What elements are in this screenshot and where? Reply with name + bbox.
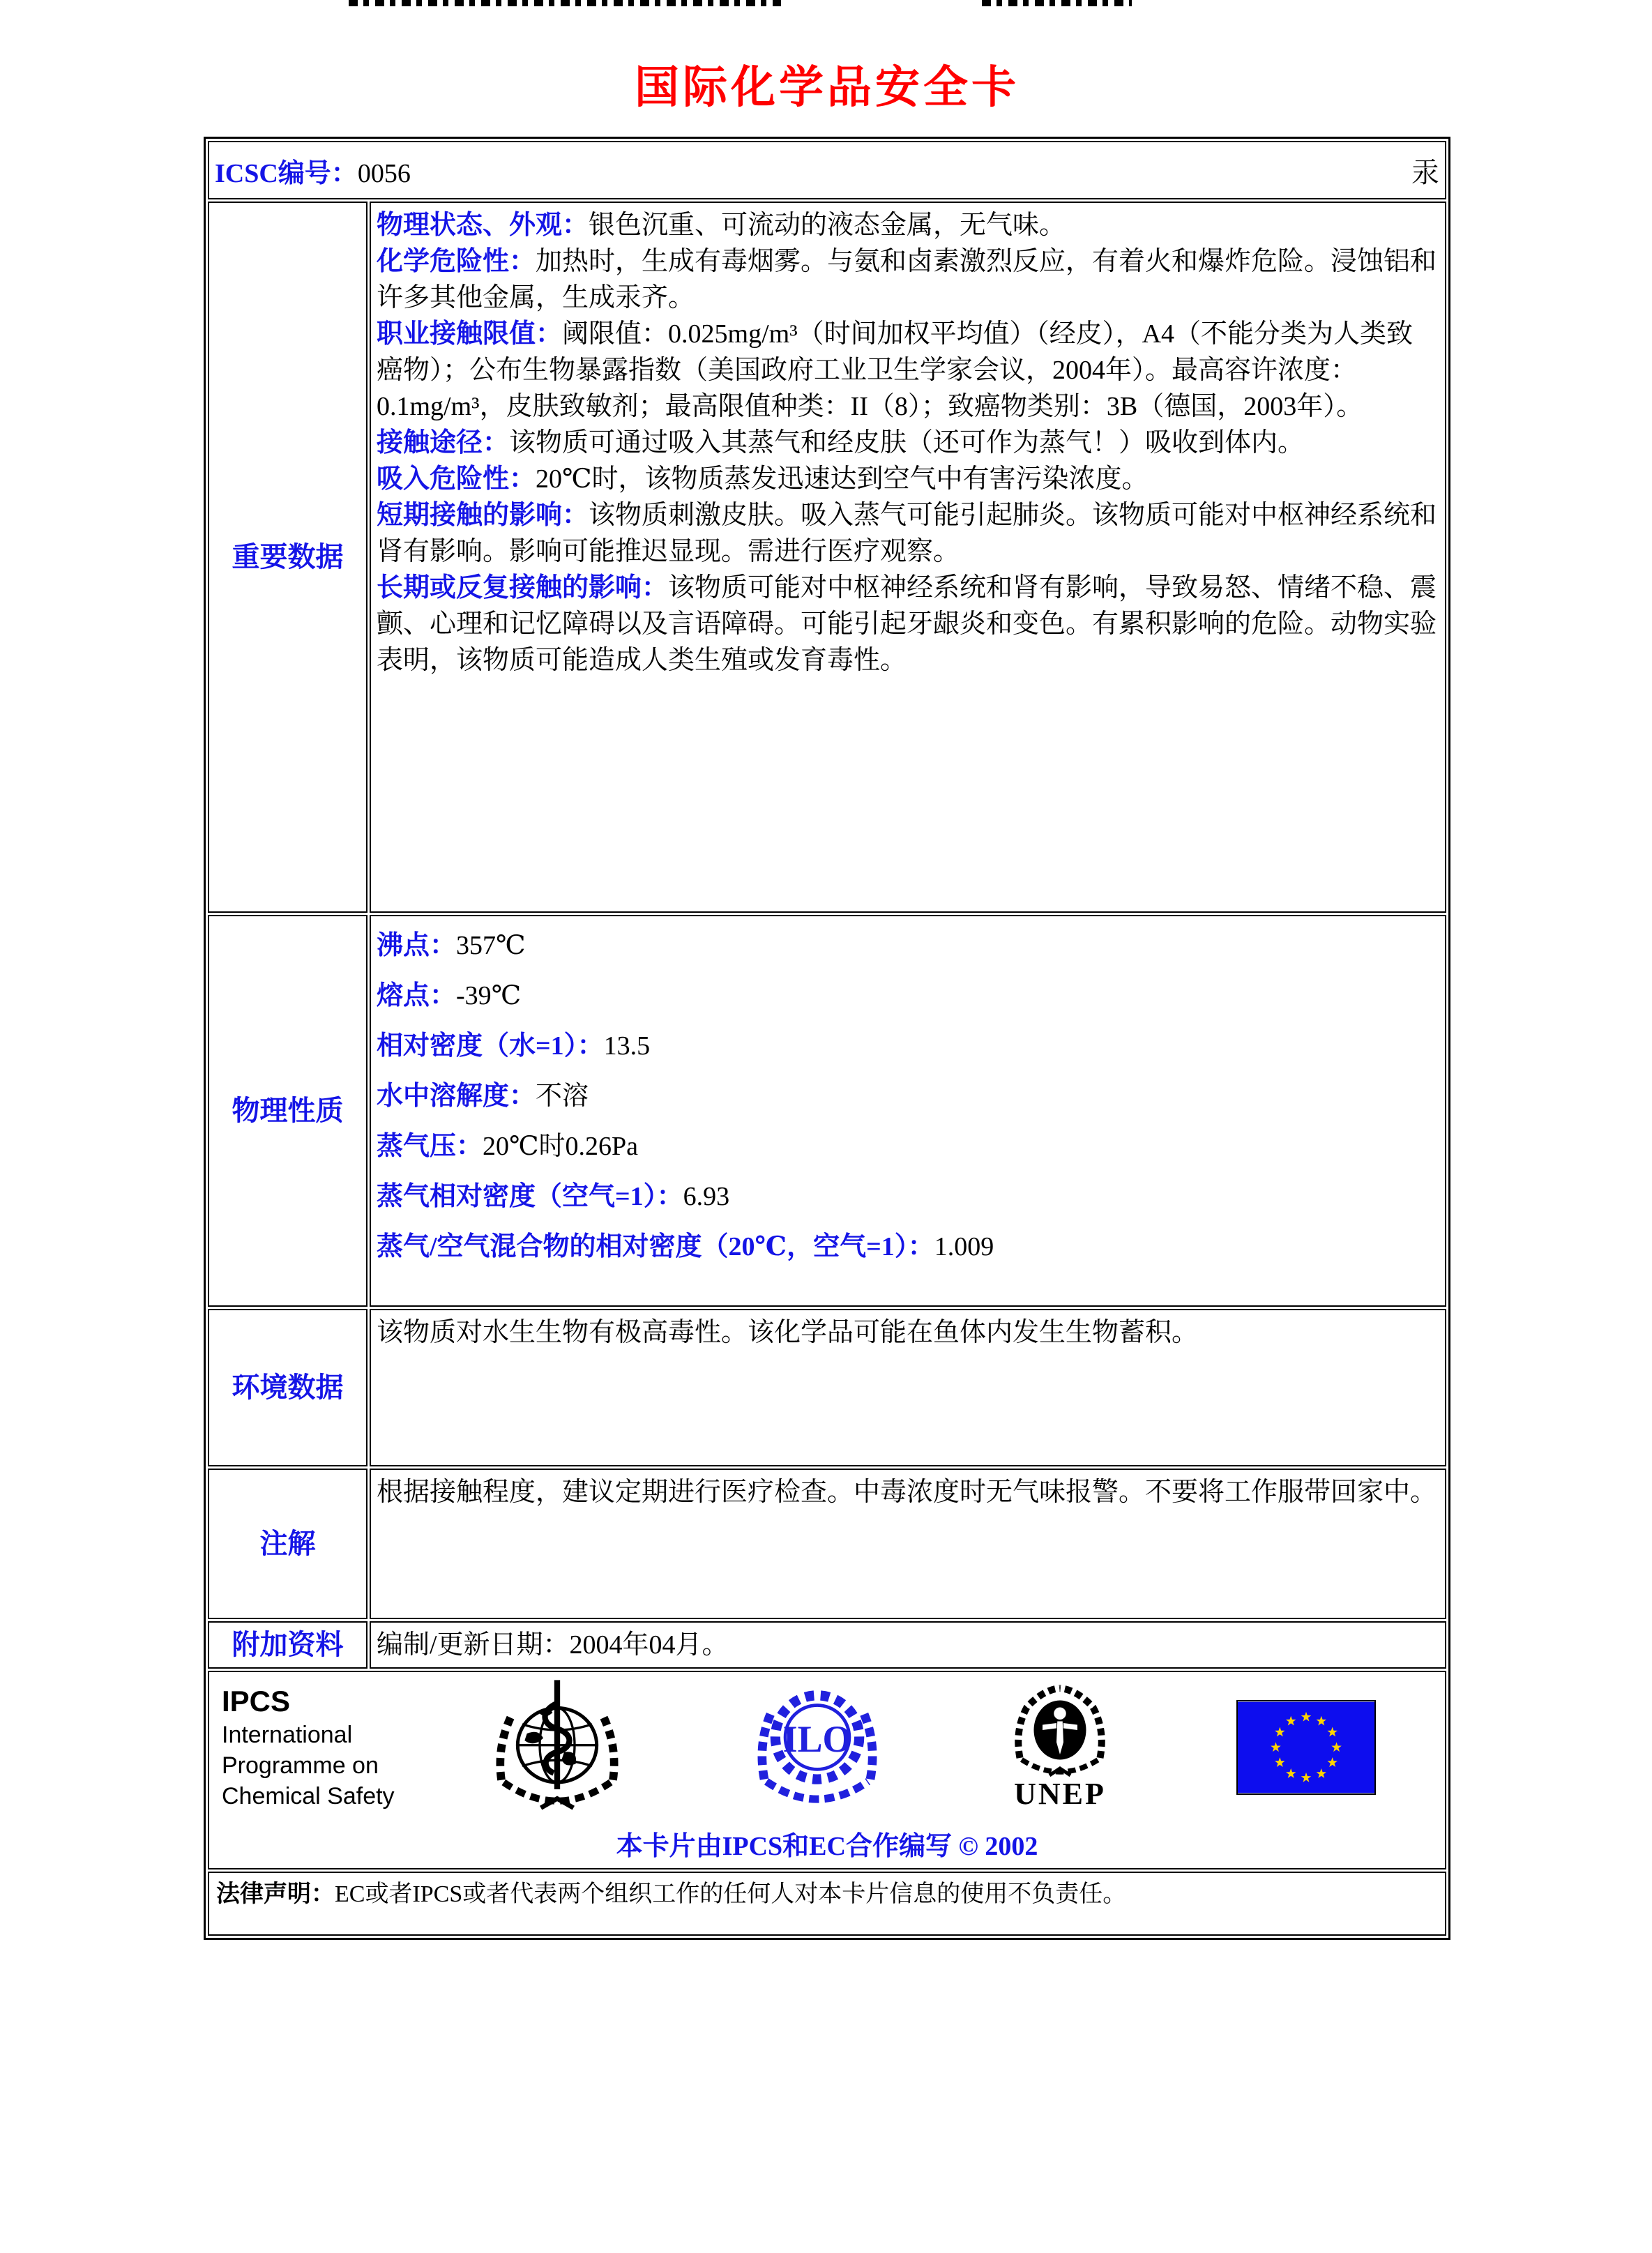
property-line	[377, 971, 1438, 1021]
property-value: 357℃	[456, 931, 526, 960]
property-value: 20℃时0.26Pa	[483, 1132, 639, 1161]
physical-properties-section-label: 物理性质	[208, 915, 367, 1307]
caption-text: 本卡片由IPCS和EC合作编写	[616, 1832, 952, 1861]
field-text: 该物质可通过吸入其蒸气和经皮肤（还可作为蒸气！）吸收到体内。	[509, 428, 1305, 457]
substance-name: 汞	[1411, 156, 1439, 188]
important-data-item	[377, 425, 1438, 461]
property-value: 13.5	[603, 1031, 651, 1061]
copyright-text: © 2002	[958, 1832, 1038, 1861]
property-line	[377, 1121, 1438, 1171]
field-text: 20℃时，该物质蒸发迅速达到空气中有害污染浓度。	[536, 464, 1149, 494]
icsc-header-cell	[208, 141, 1446, 199]
environmental-data-section-label: 环境数据	[208, 1309, 367, 1466]
ipcs-line: Chemical Safety	[222, 1783, 395, 1810]
unep-label: UNEP	[1014, 1777, 1106, 1811]
property-label: 熔点：	[377, 981, 457, 1010]
clipped-print-header-right	[982, 0, 1132, 6]
logos-row	[208, 1671, 1446, 1869]
physical-properties-row	[208, 915, 1446, 1307]
field-text: 该物质刺激皮肤。吸入蒸气可能引起肺炎。该物质可能对中枢神经系统和肾有影响。影响可能推迟显现。需进行医疗观察。	[377, 501, 1437, 566]
unep-logo-block	[1008, 1685, 1112, 1810]
legal-row	[208, 1872, 1446, 1936]
important-data-section-label: 重要数据	[208, 202, 367, 913]
property-value: 1.009	[934, 1232, 994, 1261]
field-label: 短期接触的影响：	[377, 501, 589, 530]
important-data-item	[377, 497, 1438, 570]
property-label: 水中溶解度：	[377, 1082, 536, 1111]
icsc-number-value: 0056	[357, 158, 411, 188]
field-label: 长期或反复接触的影响：	[377, 573, 669, 602]
additional-info-section-label: 附加资料	[208, 1621, 367, 1669]
field-label: 接触途径：	[377, 428, 510, 457]
legal-notice-text: EC或者IPCS或者代表两个组织工作的任何人对本卡片信息的使用不负责任。	[335, 1881, 1127, 1907]
important-data-row	[208, 202, 1446, 913]
ilo-logo-icon	[751, 1680, 884, 1816]
field-text: 阈限值：0.025mg/m³（时间加权平均值）（经皮），A4（不能分类为人类致癌物）；公布生物暴露指数（美国政府工业卫生学家会议，2004年）。最高容许浓度：0.1mg/m³，皮肤致敏剂；最高限值种类：II（8）；致癌物类别：3B（德国，2003年）。	[377, 319, 1414, 421]
field-label: 吸入危险性：	[377, 464, 536, 494]
unep-logo-icon	[1008, 1685, 1112, 1782]
icsc-number-label: ICSC编号：	[215, 158, 358, 188]
property-label: 蒸气压：	[377, 1132, 483, 1161]
who-logo-icon	[487, 1678, 627, 1817]
property-line	[377, 1021, 1438, 1071]
property-label: 蒸气/空气混合物的相对密度（20℃，空气=1）：	[377, 1232, 934, 1261]
property-value: -39℃	[456, 981, 522, 1010]
important-data-content	[370, 202, 1446, 913]
legal-cell	[208, 1872, 1446, 1936]
card-caption	[216, 1824, 1438, 1863]
important-data-item	[377, 243, 1438, 316]
notes-content: 根据接触程度，建议定期进行医疗检查。中毒浓度时无气味报警。不要将工作服带回家中。	[370, 1469, 1446, 1619]
notes-section-label: 注解	[208, 1469, 367, 1619]
property-line	[377, 920, 1438, 971]
important-data-item	[377, 207, 1438, 243]
icsc-card-table	[204, 137, 1450, 1940]
important-data-item	[377, 570, 1438, 678]
ipcs-text-block	[216, 1683, 425, 1812]
important-data-item	[377, 461, 1438, 497]
property-line	[377, 1171, 1438, 1222]
field-label: 化学危险性：	[377, 247, 536, 276]
property-label: 蒸气相对密度（空气=1）：	[377, 1182, 683, 1211]
property-value: 6.93	[683, 1182, 730, 1211]
important-data-item	[377, 316, 1438, 425]
environmental-data-row	[208, 1309, 1446, 1466]
eu-flag-icon	[1236, 1700, 1376, 1795]
ilo-letters: ILO	[782, 1717, 852, 1760]
icsc-number-group	[215, 151, 411, 190]
clipped-print-header-left	[349, 0, 781, 6]
field-text: 该物质可能对中枢神经系统和肾有影响，导致易怒、情绪不稳、震颤、心理和记忆障碍以及言语障碍。可能引起牙龈炎和变色。有累积影响的危险。动物实验表明，该物质可能造成人类生殖或发育毒性。	[377, 573, 1437, 675]
ipcs-line: International	[222, 1722, 353, 1748]
notes-row	[208, 1469, 1446, 1619]
property-label: 相对密度（水=1）：	[377, 1031, 604, 1061]
field-label: 物理状态、外观：	[377, 211, 589, 240]
ipcs-line: Programme on	[222, 1752, 379, 1779]
environmental-data-content: 该物质对水生生物有极高毒性。该化学品可能在鱼体内发生生物蓄积。	[370, 1309, 1446, 1466]
property-line	[377, 1222, 1438, 1272]
property-label: 沸点：	[377, 931, 457, 960]
logos-cell	[208, 1671, 1446, 1869]
ipcs-name: IPCS	[222, 1685, 291, 1717]
additional-info-content: 编制/更新日期：2004年04月。	[370, 1621, 1446, 1669]
property-line	[377, 1071, 1438, 1121]
field-text: 银色沉重、可流动的液态金属，无气味。	[589, 211, 1066, 240]
field-text: 加热时，生成有毒烟雾。与氨和卤素激烈反应，有着火和爆炸危险。浸蚀铝和许多其他金属，生成汞齐。	[377, 247, 1437, 312]
physical-properties-content	[370, 915, 1446, 1307]
property-value: 不溶	[536, 1082, 589, 1111]
additional-info-row	[208, 1621, 1446, 1669]
icsc-header-row	[208, 141, 1446, 199]
field-label: 职业接触限值：	[377, 319, 563, 349]
page-title: 国际化学品安全卡	[635, 63, 1020, 112]
legal-notice-label: 法律声明：	[216, 1881, 335, 1907]
